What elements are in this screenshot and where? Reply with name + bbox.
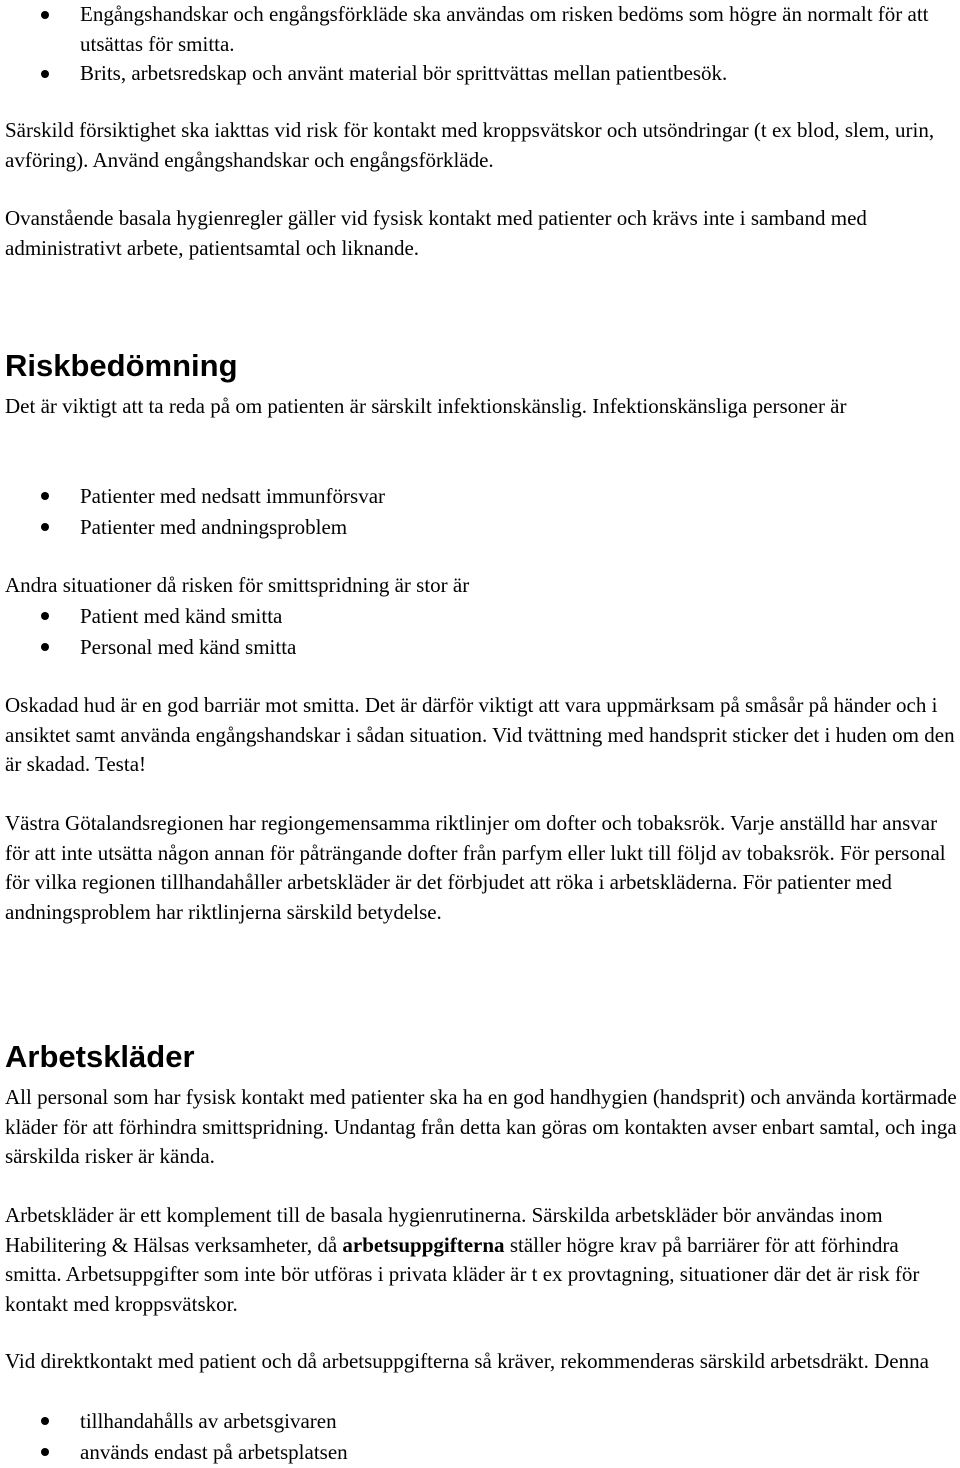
list-item	[0, 0, 955, 59]
list-item-text: Brits, arbetsredskap och använt material bör sprittvättas mellan patientbesök.	[80, 61, 728, 85]
bullet-icon	[41, 523, 49, 531]
list-item	[0, 1406, 955, 1437]
bullet-icon	[41, 11, 49, 19]
sensitive-persons-list	[0, 481, 955, 543]
paragraph-vastra: Västra Götalandsregionen har regiongemensamma riktlinjer om dofter och tobaksrök. Varje anställd har ansvar för att inte utsätta någon annan för påträngande dofter från parfym eller lukt till följd av tobaksrök. För personal för vilka regionen tillhandahåller arbetskläder är det förbjudet att röka i arbetskläderna. För patienter med andningsproblem har riktlinjerna särskild betydelse.	[5, 811, 946, 924]
list-item-text: används endast på arbetsplatsen	[80, 1440, 348, 1464]
list-item-text: Engångshandskar och engångsförkläde ska användas om risken bedöms som högre än normalt för att utsättas för smitta.	[80, 2, 929, 56]
situations-list	[0, 601, 955, 663]
heading-riskbedomning: Riskbedömning	[5, 348, 238, 383]
workwear-list	[0, 1406, 955, 1468]
list-item	[0, 1437, 955, 1468]
paragraph-andra: Andra situationer då risken för smittspridning är stor är	[5, 573, 470, 597]
list-item	[0, 59, 955, 89]
bold-text: arbetsuppgifterna	[342, 1232, 505, 1257]
hygiene-rules-list	[0, 0, 955, 89]
text-run: Arbetskläder är ett komplement till de basala hygienrutinerna. Särskilda arbetskläder bör användas inom Habilitering & Hälsas verksamheter, då	[5, 1203, 883, 1257]
list-item	[0, 512, 955, 543]
paragraph-oskadad: Oskadad hud är en god barriär mot smitta. Det är därför viktigt att vara uppmärksam på småsår på händer och i ansiktet samt använda engångshandskar i sådan situation. Vid tvättning med handsprit sticker det i huden om den är skadad. Testa!	[5, 693, 955, 776]
list-item-text: Personal med känd smitta	[80, 635, 297, 659]
list-item-text: tillhandahålls av arbetsgivaren	[80, 1409, 337, 1433]
paragraph-forsiktighet: Särskild försiktighet ska iakttas vid risk för kontakt med kroppsvätskor och utsöndringar (t ex blod, slem, urin, avföring). Använd engångshandskar och engångsförkläde.	[5, 118, 935, 172]
paragraph-viktigt: Det är viktigt att ta reda på om patienten är särskilt infektionskänslig. Infektionskänsliga personer är	[5, 394, 847, 418]
list-item	[0, 481, 955, 512]
paragraph-all-personal: All personal som har fysisk kontakt med patienter ska ha en god handhygien (handsprit) och använda kortärmade kläder för att förhindra smittspridning. Undantag från detta kan göras om kontakten avser enbart samtal, och inga särskilda risker är kända.	[5, 1085, 957, 1168]
list-item	[0, 601, 955, 632]
paragraph-ovanstaende: Ovanstående basala hygienregler gäller vid fysisk kontakt med patienter och krävs inte i samband med administrativt arbete, patientsamtal och liknande.	[5, 206, 867, 260]
text-run: ställer högre krav på barriärer för att förhindra smitta. Arbetsuppgifter som inte bör utföras i privata kläder är t ex provtagning, situationer där det är risk för kontakt med kroppsvätskor.	[5, 1232, 920, 1316]
bullet-icon	[41, 492, 49, 500]
bullet-icon	[41, 1448, 49, 1456]
list-item-text: Patienter med andningsproblem	[80, 515, 348, 539]
bullet-icon	[41, 70, 49, 78]
paragraph-komplement	[5, 1201, 957, 1319]
bullet-icon	[41, 643, 49, 651]
bullet-icon	[41, 1417, 49, 1425]
bullet-icon	[41, 612, 49, 620]
heading-arbetsklader: Arbetskläder	[5, 1039, 195, 1074]
list-item	[0, 632, 955, 663]
paragraph-direktkontakt: Vid direktkontakt med patient och då arbetsuppgifterna så kräver, rekommenderas särskild arbetsdräkt. Denna	[5, 1349, 929, 1373]
list-item-text: Patienter med nedsatt immunförsvar	[80, 484, 386, 508]
list-item-text: Patient med känd smitta	[80, 604, 283, 628]
